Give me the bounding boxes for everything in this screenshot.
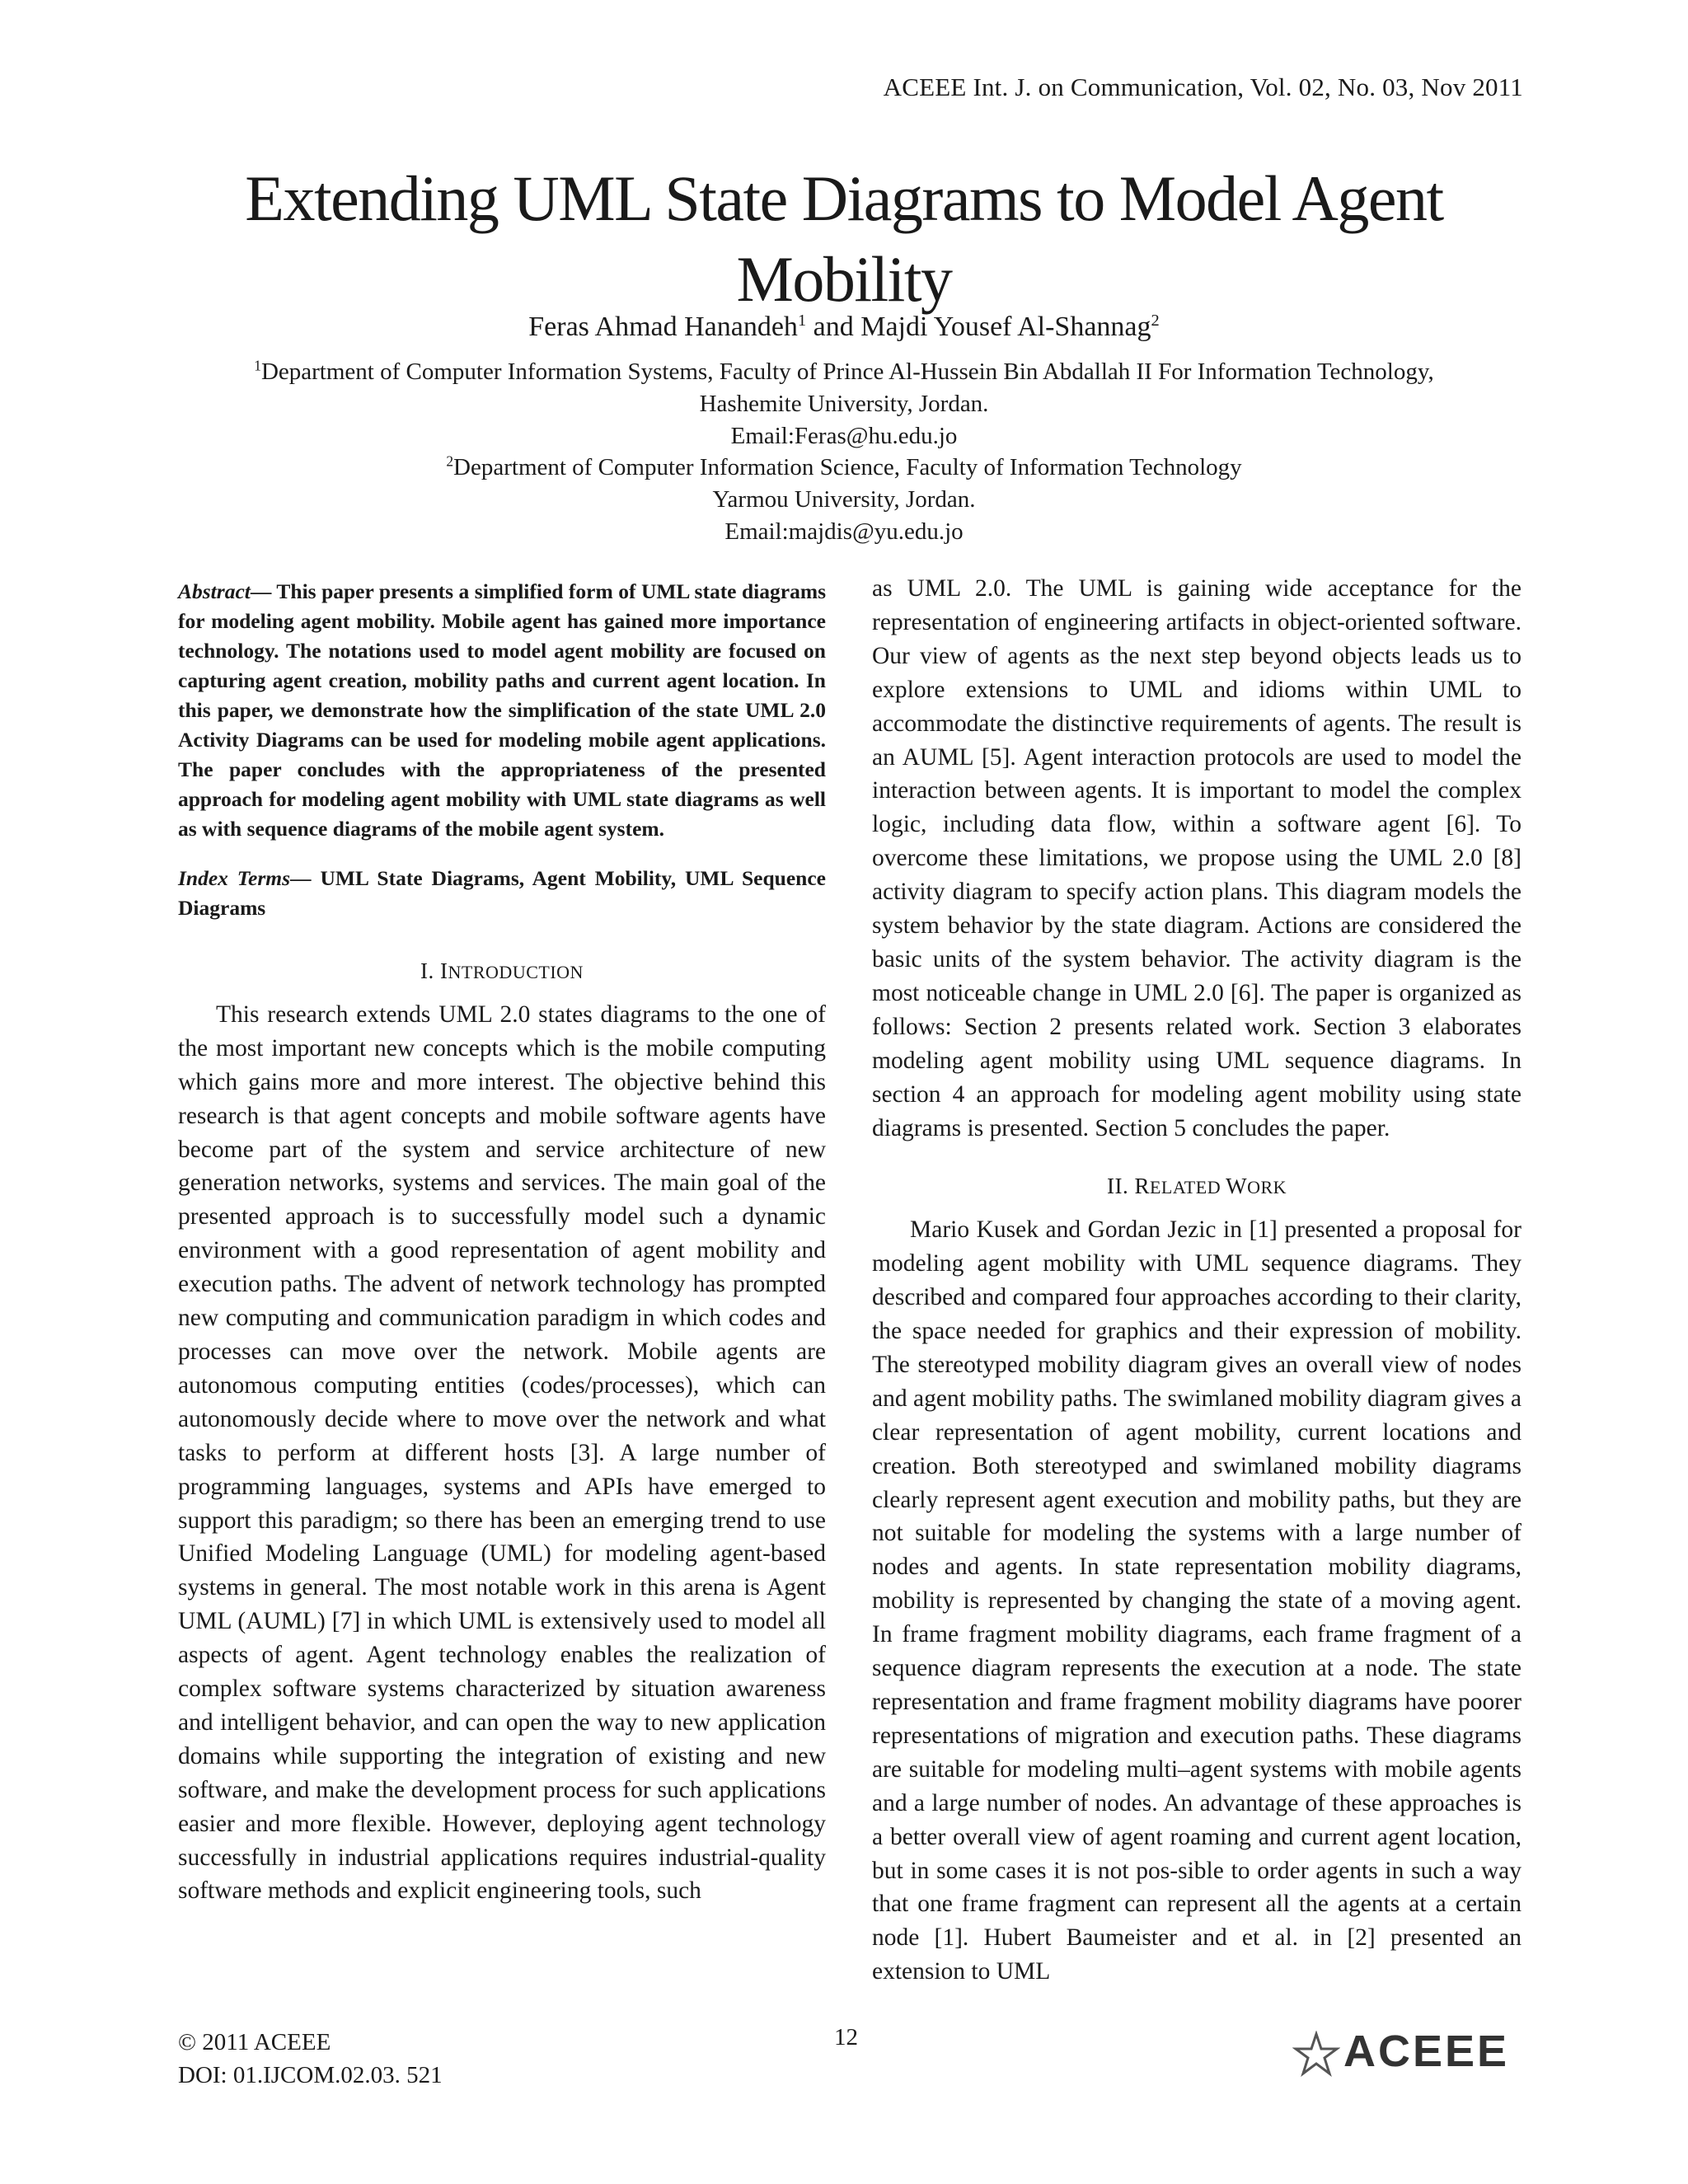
title-line-1: Extending UML State Diagrams to Model Agent — [245, 162, 1443, 234]
index-terms-dash: — — [290, 866, 321, 890]
affil-1-email: Email:Feras@hu.edu.jo — [730, 423, 958, 449]
affiliation-1 — [148, 356, 1540, 452]
section-2-initial-1: R — [1134, 1174, 1150, 1199]
author-conjunction: and — [806, 312, 861, 342]
abstract-dash: — — [250, 579, 277, 603]
footer-left — [178, 2026, 443, 2092]
title-line-2: Mobility — [736, 243, 952, 315]
left-column — [178, 577, 826, 1908]
authors — [148, 312, 1540, 343]
affil-1-sup: 1 — [254, 357, 261, 374]
section-1-initial: I — [440, 958, 448, 983]
index-terms-text: UML State Diagrams, Agent Mobility, UML Sequence Diagrams — [178, 866, 826, 920]
affiliation-2 — [148, 452, 1540, 548]
section-1-heading — [178, 954, 826, 990]
abstract-text: This paper presents a simplified form of UML state diagrams for modeling agent mobility. Mobile agent has gained more importance technology. The notations used to model agent mobility are focused on capturing agent creation, mobility paths and current agent location. In this paper, we demonstrate how the simplification of the state UML 2.0 Activity Diagrams can be used for modeling mobile agent applications. The paper concludes with the appropriateness of the presented approach for modeling agent mobility with UML state diagrams as well as with sequence diagrams of the mobile agent system. — [178, 579, 826, 841]
aceee-logo — [1292, 2027, 1523, 2077]
affil-2-sup: 2 — [446, 452, 454, 470]
section-2-rest-1: ELATED — [1149, 1177, 1226, 1198]
paper-title — [148, 158, 1540, 320]
affil-2-line-1: Department of Computer Information Science, Faculty of Information Technology — [453, 454, 1242, 480]
right-column — [872, 572, 1522, 1989]
author-2-sup: 2 — [1151, 311, 1160, 330]
footer-copyright: © 2011 ACEEE — [178, 2029, 331, 2055]
author-1: Feras Ahmad Hanandeh — [528, 312, 798, 342]
affil-2-line-2: Yarmou University, Jordan. — [712, 486, 976, 513]
affil-1-line-2: Hashemite University, Jordan. — [699, 391, 989, 417]
abstract-label: Abstract — [178, 579, 251, 603]
section-2-heading — [872, 1169, 1522, 1205]
author-1-sup: 1 — [797, 311, 807, 330]
section-1-number: I. — [420, 958, 441, 983]
affil-2-email: Email:majdis@yu.edu.jo — [724, 518, 964, 545]
section-1-paragraph: This research extends UML 2.0 states diagrams to the one of the most important new concepts which is the mobile computing which gains more and more interest. The objective behind this research is that agent concepts and mobile software agents have become part of the system and service architecture of new generation networks, systems and services. The main goal of the presented approach is to successfully model such a dynamic environment with a good representation of agent mobility and execution paths. The advent of network technology has prompted new computing and communication paradigm in which codes and processes can move over the network. Mobile agents are autonomous computing entities (codes/processes), which can autonomously decide where to move over the network and what tasks to perform at different hosts [3]. A large number of programming languages, systems and APIs have emerged to support this paradigm; so there has been an emerging trend to use Unified Modeling Language (UML) for modeling agent-based systems in general. The most notable work in this arena is Agent UML (AUML) [7] in which UML is extensively used to model all aspects of agent. Agent technology enables the realization of complex software systems characterized by situation awareness and intelligent behavior, and can open the way to new application domains while supporting the integration of existing and new software, and make the development process for such applications easier and more flexible. However, deploying agent technology successfully in industrial applications requires industrial-quality software methods and explicit engineering tools, such — [178, 1001, 826, 1905]
section-2-number: II. — [1106, 1174, 1135, 1199]
section-2-initial-2: W — [1226, 1174, 1248, 1199]
section-1-rest: NTRODUCTION — [448, 962, 584, 982]
logo-text: ACEEE — [1343, 2027, 1510, 2076]
star-icon — [1292, 2031, 1340, 2077]
index-terms-label: Index Terms — [178, 866, 291, 890]
section-2-rest-2: ORK — [1247, 1177, 1287, 1198]
affil-1-line-1: Department of Computer Information Systems, Faculty of Prince Al-Hussein Bin Abdallah II For Information Technology, — [260, 359, 1434, 385]
right-paragraph-1: as UML 2.0. The UML is gaining wide acceptance for the representation of engineering artifacts in object-oriented software. Our view of agents as the next step beyond objects leads us to explore extensions to UML and idioms within UML to accommodate the distinctive requirements of agents. The result is an AUML [5]. Agent interaction protocols are used to model the interaction between agents. It is important to model the complex logic, including data flow, within a software agent [6]. To overcome these limitations, we propose using the UML 2.0 [8] activity diagram to specify action plans. This diagram models the system behavior by the state diagram. Actions are considered the basic units of the system behavior. The activity diagram is the most noticeable change in UML 2.0 [6]. The paper is organized as follows: Section 2 presents related work. Section 3 elaborates modeling agent mobility using UML sequence diagrams. In section 4 an approach for modeling agent mobility using state diagrams is presented. Section 5 concludes the paper. — [872, 575, 1522, 1141]
abstract — [178, 577, 826, 844]
footer-doi: DOI: 01.IJCOM.02.03. 521 — [178, 2062, 443, 2088]
author-2: Majdi Yousef Al-Shannag — [860, 312, 1151, 342]
page-number: 12 — [834, 2024, 858, 2050]
index-terms — [178, 864, 826, 923]
journal-header: ACEEE Int. J. on Communication, Vol. 02, No. 03, Nov 2011 — [883, 73, 1523, 101]
section-2-paragraph: Mario Kusek and Gordan Jezic in [1] presented a proposal for modeling agent mobility with UML sequence diagrams. They described and compared four approaches according to their clarity, the space needed for graphics and their expression of mobility. The stereotyped mobility diagram gives an overall view of nodes and agent mobility paths. The swimlaned mobility diagram gives a clear representation of agent mobility, current locations and creation. Both stereotyped and swimlaned mobility diagrams clearly represent agent execution and mobility paths, but they are not suitable for modeling the systems with a large number of nodes and agents. In state representation mobility diagrams, mobility is represented by changing the state of a moving agent. In frame fragment mobility diagrams, each frame fragment of a sequence diagram represents the execution at a node. The state representation and frame fragment mobility diagrams have poorer representations of migration and execution paths. These diagrams are suitable for modeling multi–agent systems with mobile agents and a large number of nodes. An advantage of these approaches is a better overall view of agent roaming and current agent location, but in some cases it is not pos-sible to order agents in such a way that one frame fragment can represent all the agents at a certain node [1]. Hubert Baumeister and et al. in [2] presented an extension to UML — [872, 1216, 1522, 1985]
